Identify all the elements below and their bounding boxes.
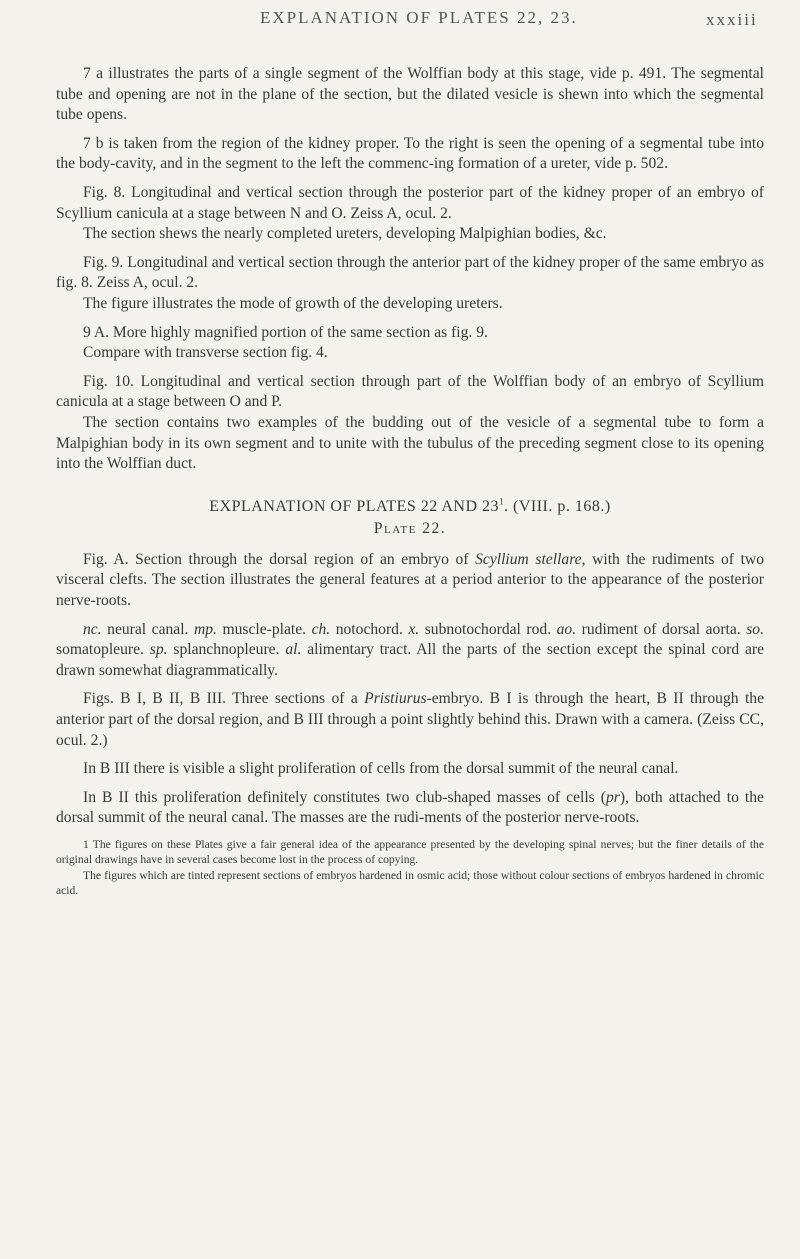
abbr-so: so. bbox=[746, 620, 764, 638]
paragraph-fig9: Fig. 9. Longitudinal and vertical section through the anterior part of the kidney proper of the same embryo as fig. 8. Zeiss A, ocul. 2. bbox=[56, 253, 764, 292]
paragraph-text: illustrates the parts of a single segment of the Wolffian body at this stage, vide p. 491. The segmental tube and opening are not in the plane of the section, but the dilated vesicle is shewn into which the segmental tube opens. bbox=[56, 65, 764, 124]
figure-ref-7a: 7 a bbox=[83, 65, 104, 82]
abbr-sp: sp. bbox=[149, 641, 168, 659]
abbr-ao: ao. bbox=[556, 620, 577, 638]
abbr-ch: ch. bbox=[311, 620, 331, 638]
species-name: Scyllium stellare bbox=[475, 550, 582, 568]
paragraph-fig8: Fig. 8. Longitudinal and vertical section through the posterior part of the kidney proper of an embryo of Scyllium canicula at a stage between N and O. Zeiss A, ocul. 2. bbox=[56, 183, 764, 222]
paragraph-text: is taken from the region of the kidney proper. To the right is seen the opening of a segmental tube into the body-cavity, and in the segment to the left the commenc-ing formation of a ureter, vide p. 502. bbox=[56, 134, 764, 173]
plate-heading: Plate 22. bbox=[373, 520, 447, 538]
species-name: Pristiurus bbox=[364, 690, 427, 708]
paragraph-fig9a: 9 A. More highly magnified portion of the same section as fig. 9. bbox=[83, 323, 488, 341]
abbr-pr: pr bbox=[605, 788, 620, 806]
footnote-2: The figures which are tinted represent sections of embryos hardened in osmic acid; those without colour sections of embryos hardened in chromic acid. bbox=[56, 868, 764, 898]
section-heading: EXPLANATION OF PLATES 22 AND $23^1$. (VIII. p. 168.) bbox=[209, 496, 611, 515]
abbr-nc: nc. bbox=[83, 620, 102, 638]
abbr-x: x. bbox=[408, 620, 420, 638]
figure-ref-7b: 7 b bbox=[83, 134, 104, 152]
paragraph-7b bbox=[56, 134, 764, 175]
page-number: xxxiii bbox=[706, 10, 758, 29]
paragraph-figsB: Figs. B I, B II, B III. Three sections of a Pristiurus-embryo. B I is through the heart, B II through the anterior part of the dorsal region, and B III through a point slightly behind this. Drawn with a camera. (Zeiss CC, ocul. 2.) bbox=[56, 690, 764, 749]
body-text bbox=[56, 64, 764, 899]
paragraph-fig10: Fig. 10. Longitudinal and vertical section through part of the Wolffian body of an embryo of Scyllium canicula at a stage between O and P. bbox=[56, 372, 764, 411]
paragraph-fig9a-note: Compare with transverse section fig. 4. bbox=[83, 344, 328, 362]
footnote-1: 1 The figures on these Plates give a fair general idea of the appearance presented by the developing spinal nerves; but the finer details of the original drawings have in several cases become lost in the process of copying. bbox=[56, 838, 764, 867]
paragraph-7a bbox=[56, 64, 764, 126]
paragraph-figA: Fig. A. Section through the dorsal region of an embryo of Scyllium stellare, with the rudiments of two visceral clefts. The section illustrates the general features at a period anterior to the appearance of the posterior nerve-roots. bbox=[56, 550, 764, 610]
abbr-al: al. bbox=[285, 641, 302, 659]
running-head bbox=[0, 8, 800, 38]
running-title: EXPLANATION OF PLATES 22, 23. bbox=[260, 8, 578, 27]
paragraph-bII: In B II this proliferation definitely constitutes two club-shaped masses of cells (pr), both attached to the dorsal summit of the neural canal. The masses are the rudi-ments of the posterior nerve-roots. bbox=[56, 788, 764, 827]
paragraph-fig10-note: The section contains two examples of the budding out of the vesicle of a segmental tube to form a Malpighian body in its own segment and to unite with the tubulus of the preceding segment close to its opening into the Wolffian duct. bbox=[56, 413, 764, 473]
footnote-marker: 1 bbox=[499, 496, 505, 507]
paragraph-legend: nc. neural canal. mp. muscle-plate. ch. notochord. x. subnotochordal rod. ao. rudiment of dorsal aorta. so. somatopleure. sp. splanchnopleure. al. alimentary tract. All the parts of the section except the spinal cord are drawn somewhat diagrammatically. bbox=[56, 620, 764, 679]
footnotes bbox=[56, 837, 764, 899]
paragraph-fig8-note: The section shews the nearly completed ureters, developing Malpighian bodies, &c. bbox=[83, 225, 607, 243]
abbr-mp: mp. bbox=[193, 620, 217, 638]
paragraph-bIII: In B III there is visible a slight proliferation of cells from the dorsal summit of the neural canal. bbox=[83, 760, 679, 778]
paragraph-fig9-note: The figure illustrates the mode of growth of the developing ureters. bbox=[83, 294, 503, 312]
